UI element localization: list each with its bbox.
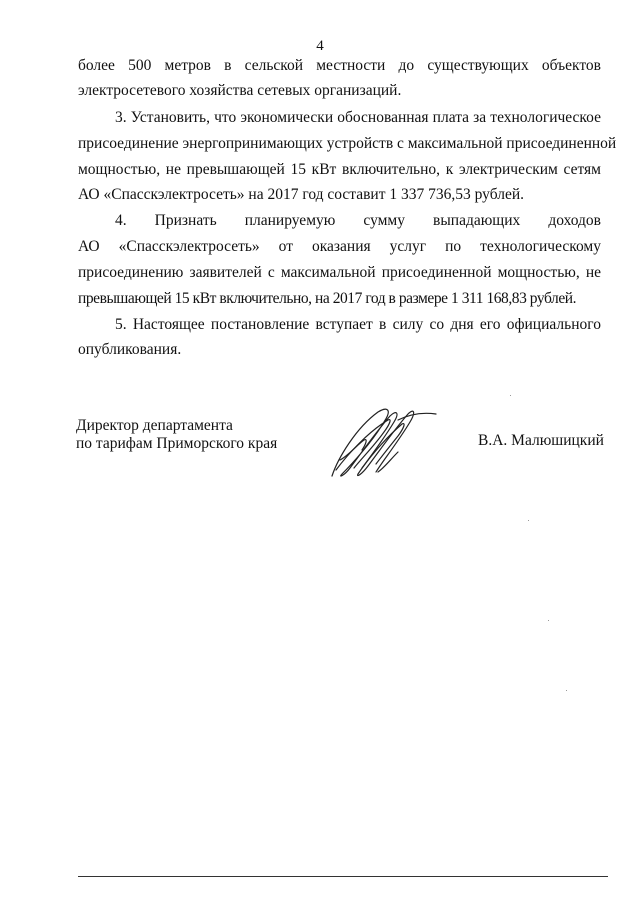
paragraph-3-line: 3. Установить, что экономически обоснованная плата за технологическое (115, 109, 601, 126)
handwritten-signature (318, 398, 448, 483)
paragraph-3-line: мощностью, не превышающей 15 кВт включительно, к электрическим сетям (78, 161, 601, 178)
scan-speck (566, 690, 567, 691)
paragraph-3-line: присоединение энергопринимающих устройств с максимальной присоединенной (78, 135, 617, 152)
bottom-rule (78, 876, 608, 877)
paragraph-4-line: присоединению заявителей с максимальной присоединенной мощностью, не (78, 264, 601, 281)
signatory-name: В.А. Малюшицкий (478, 432, 604, 449)
scan-speck (510, 395, 511, 396)
paragraph-4-line: АО «Спасскэлектросеть» от оказания услуг по технологическому (78, 238, 601, 255)
page-number: 4 (316, 38, 324, 54)
paragraph-4-line: 4. Признать планируемую сумму выпадающих доходов (115, 212, 601, 229)
scan-speck (548, 620, 549, 621)
paragraph-3-line: АО «Спасскэлектросеть» на 2017 год составит 1 337 736,53 рублей. (78, 186, 525, 203)
signatory-title-line-1: Директор департамента (76, 417, 233, 434)
paragraph-2-line: более 500 метров в сельской местности до существующих объектов (78, 57, 601, 74)
paragraph-5-line: 5. Настоящее постановление вступает в силу со дня его официального (115, 316, 601, 333)
paragraph-2-line: электросетевого хозяйства сетевых организаций. (78, 82, 402, 99)
paragraph-4-line: превышающей 15 кВт включительно, на 2017 год в размере 1 311 168,83 рублей. (78, 290, 577, 307)
paragraph-5-line: опубликования. (78, 341, 182, 358)
scan-speck (528, 520, 529, 521)
signatory-title-line-2: по тарифам Приморского края (76, 435, 278, 452)
